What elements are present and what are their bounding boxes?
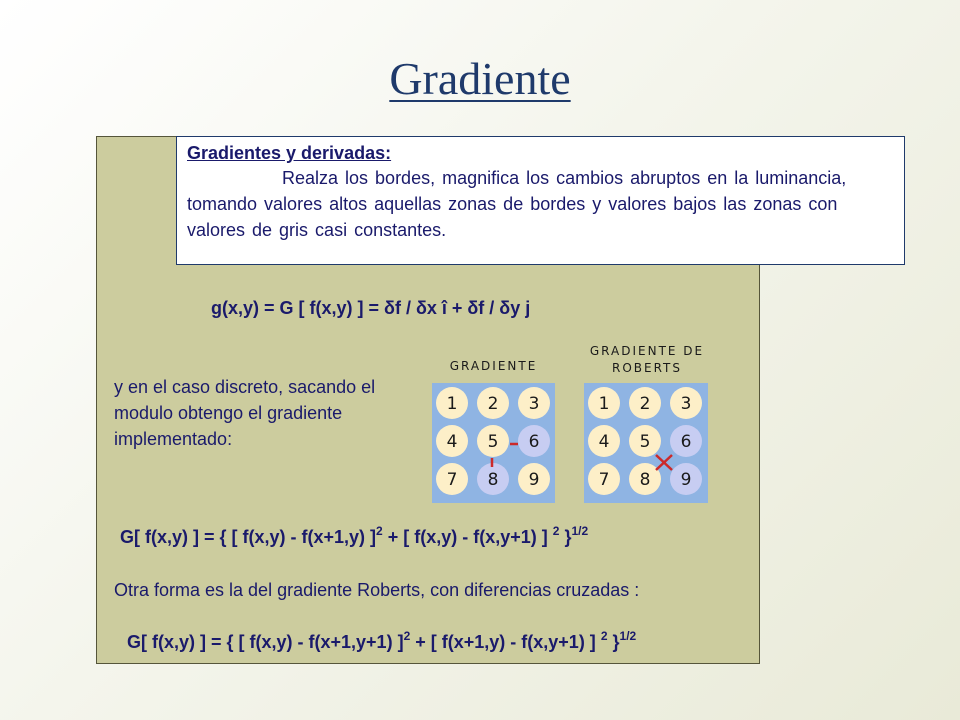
formula-roberts-mid: + [ f(x+1,y) - f(x,y+1) ] bbox=[410, 632, 601, 652]
grid-gradiente bbox=[432, 383, 555, 503]
grid-roberts-label bbox=[578, 343, 716, 377]
roberts-cell-label-1: 1 bbox=[598, 394, 610, 414]
gradiente-cell-label-5: 5 bbox=[487, 432, 499, 452]
formula-roberts-exp1: 2 bbox=[403, 629, 411, 643]
roberts-text: Otra forma es la del gradiente Roberts, con diferencias cruzadas : bbox=[114, 580, 640, 600]
roberts-cell-label-8: 8 bbox=[639, 470, 651, 490]
roberts-cell-label-3: 3 bbox=[680, 394, 692, 414]
formula-roberts bbox=[127, 629, 637, 653]
gradiente-cell-label-4: 4 bbox=[446, 432, 458, 452]
definition-body: Realza los bordes, magnifica los cambios abruptos en la luminancia, tomando valores altos aquellas zonas de bordes y valores bajos las zonas con valores de gris casi constantes. bbox=[187, 168, 847, 240]
gradiente-cell-label-6: 6 bbox=[528, 432, 540, 452]
formula-discrete-exp3: 1/2 bbox=[571, 524, 589, 538]
formula-discrete bbox=[120, 524, 589, 548]
roberts-cell-label-6: 6 bbox=[680, 432, 692, 452]
gradiente-cell-label-1: 1 bbox=[446, 394, 458, 414]
formula-roberts-end: } bbox=[607, 632, 620, 652]
grid-roberts-label-line1: GRADIENTE DE bbox=[589, 344, 705, 358]
roberts-cell-label-4: 4 bbox=[598, 432, 610, 452]
formula-roberts-exp3: 1/2 bbox=[619, 629, 637, 643]
definition-box bbox=[176, 136, 905, 265]
formula-discrete-mid: + [ f(x,y) - f(x,y+1) ] bbox=[382, 527, 553, 547]
formula-roberts-main: G[ f(x,y) ] = { [ f(x,y) - f(x+1,y+1) ] bbox=[127, 632, 404, 652]
roberts-cell-label-2: 2 bbox=[639, 394, 651, 414]
roberts-cell-label-9: 9 bbox=[680, 470, 692, 490]
slide-title: Gradiente bbox=[389, 53, 571, 104]
formula-continuous: g(x,y) = G [ f(x,y) ] = δf / δx î + δf / δy j bbox=[211, 298, 531, 318]
definition-heading: Gradientes y derivadas: bbox=[187, 143, 392, 163]
formula-discrete-exp1: 2 bbox=[376, 524, 383, 538]
gradiente-cell-label-8: 8 bbox=[487, 470, 499, 490]
gradiente-cell-label-7: 7 bbox=[446, 470, 458, 490]
formula-discrete-end: } bbox=[559, 527, 572, 547]
roberts-cell-label-7: 7 bbox=[598, 470, 610, 490]
roberts-cell-label-5: 5 bbox=[639, 432, 651, 452]
formula-discrete-main: G[ f(x,y) ] = { [ f(x,y) - f(x+1,y) ] bbox=[120, 527, 377, 547]
gradiente-cell-label-9: 9 bbox=[528, 470, 540, 490]
grid-roberts bbox=[584, 383, 708, 503]
grid-gradiente-label: GRADIENTE bbox=[449, 359, 538, 373]
formula-roberts-exp2: 2 bbox=[600, 629, 608, 643]
gradiente-cell-label-3: 3 bbox=[528, 394, 540, 414]
gradiente-cell-label-2: 2 bbox=[487, 394, 499, 414]
grid-roberts-label-line2: ROBERTS bbox=[611, 361, 682, 375]
formula-discrete-exp2: 2 bbox=[552, 524, 560, 538]
discrete-case-text: y en el caso discreto, sacando el modulo obtengo el gradiente implementado: bbox=[114, 377, 376, 449]
